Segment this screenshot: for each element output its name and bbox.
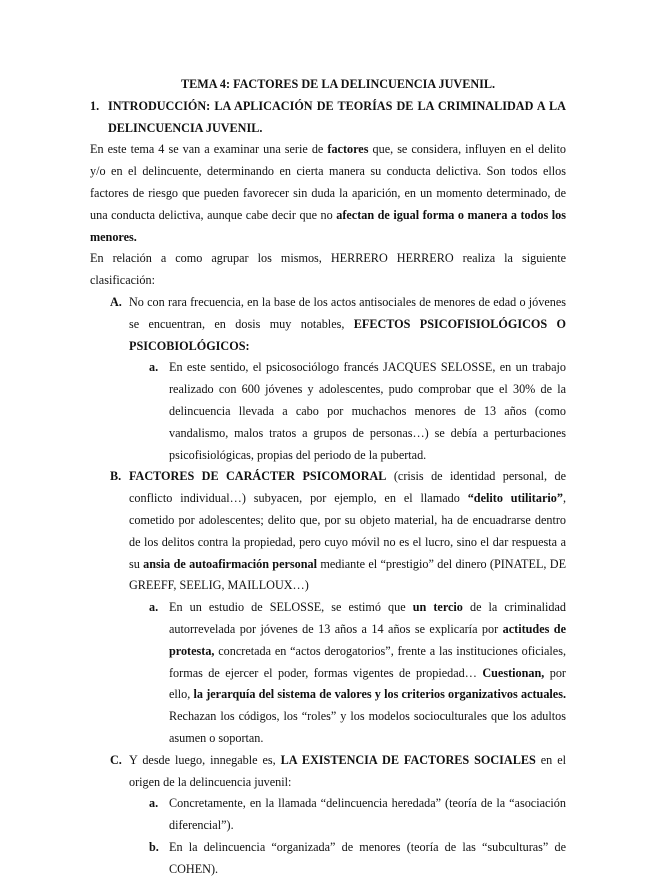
item-label-B: B. <box>110 469 122 484</box>
item-label-C: C. <box>110 752 122 767</box>
item-text-B-a <box>169 597 566 750</box>
list-item-C-a <box>149 793 566 837</box>
item-B-bold-2: “delito utilitario” <box>467 491 563 506</box>
page-title: TEMA 4: FACTORES DE LA DELINCUENCIA JUVENIL. <box>180 77 496 91</box>
intro-paragraph <box>90 139 566 248</box>
list-item-A-a <box>149 357 566 466</box>
intro-text-2: que, se considera, influyen en el delito y/o en el delincuente, determinando en cierta manera su conducta delictiva. Son todos ellos factores de riesgo que pueden favorecer sin duda la aparición, en un momento determinado, de una conducta delictiva, aunque cabe decir que no <box>90 142 566 222</box>
document-body <box>90 74 566 880</box>
item-C-text-1: Y desde luego, innegable es, <box>129 752 281 767</box>
section-number: 1. <box>90 98 100 113</box>
list-item-C-b <box>149 837 566 880</box>
item-B-text-1: (crisis de identidad personal, de conflicto individual…) subyacen, por ejemplo, en el llamado <box>129 469 567 506</box>
item-C-text-2: en el origen de la delincuencia juvenil: <box>129 752 566 789</box>
item-A-text-1: No con rara frecuencia, en la base de los actos antisociales de menores de edad o jóvenes se encuentran, en dosis muy notables, <box>129 294 566 331</box>
list-item-B-a <box>149 597 566 750</box>
intro-text-1: En este tema 4 se van a examinar una serie de <box>90 142 328 157</box>
item-A-bold: EFECTOS PSICOFISIOLÓGICOS O PSICOBIOLÓGICOS: <box>129 316 566 353</box>
item-text-C-b: En la delincuencia “organizada” de menores (teoría de las “subculturas” de COHEN). <box>169 839 566 876</box>
item-B-bold-1: FACTORES DE CARÁCTER PSICOMORAL <box>129 469 387 484</box>
intro-bold-factores: factores <box>327 142 369 157</box>
item-B-text-2: , cometido por adolescentes; delito que, por su objeto material, ha de encuadrarse dentro de los delitos contra la propiedad, pero cuyo móvil no es el lucro, sino el dar respuesta a su <box>129 491 566 571</box>
item-label-C-a: a. <box>149 796 159 811</box>
item-C-bold: LA EXISTENCIA DE FACTORES SOCIALES <box>280 752 536 767</box>
intro-bold-afectan: afectan de igual forma o manera a todos los menores. <box>90 207 566 244</box>
section-heading-text: INTRODUCCIÓN: LA APLICACIÓN DE TEORÍAS DE LA CRIMINALIDAD A LA DELINCUENCIA JUVENIL. <box>108 98 566 135</box>
item-label-B-a: a. <box>149 600 159 615</box>
classification-intro: En relación a como agrupar los mismos, HERRERO HERRERO realiza la siguiente clasificación: <box>90 251 566 288</box>
item-B-bold-3: ansia de autoafirmación personal <box>143 556 318 571</box>
item-B-a-text-1: En un estudio de SELOSSE, se estimó que <box>169 600 413 615</box>
item-text-B <box>129 466 566 597</box>
item-B-a-bold-2: actitudes de protesta, <box>169 621 566 658</box>
item-text-C-a: Concretamente, en la llamada “delincuencia heredada” (teoría de la “asociación diferencial”). <box>169 796 566 833</box>
list-item-A <box>110 292 566 357</box>
item-B-a-text-5: Rechazan los códigos, los “roles” y los modelos socioculturales que los adultos asumen o soportan. <box>169 709 566 745</box>
item-text-A-a: En este sentido, el psicosociólogo francés JACQUES SELOSSE, en un trabajo realizado con 600 jóvenes y adolescentes, pudo comprobar que el 30% de la delincuencia llevada a cabo por muchachos menores de 13 años (como vandalismo, malos tratos a grupos de personas…) se debía a perturbaciones psicofisiológicas, propias del periodo de la pubertad. <box>169 360 566 462</box>
item-B-text-3: mediante el “prestigio” del dinero (PINATEL, DE GREEFF, SEELIG, MAILLOUX…) <box>129 556 567 593</box>
item-label-A-a: a. <box>149 360 159 375</box>
item-text-C <box>129 750 566 794</box>
list-item-B <box>110 466 566 597</box>
item-B-a-bold-4: la jerarquía del sistema de valores y los criterios organizativos actuales. <box>193 687 566 702</box>
item-label-A: A. <box>110 294 122 309</box>
section-heading <box>90 96 566 140</box>
item-B-a-bold-3: Cuestionan, <box>482 665 545 680</box>
item-B-a-text-4: por ello, <box>169 665 566 702</box>
item-B-a-text-2: de la criminalidad autorrevelada por jóvenes de 13 años a 14 años se explicaría por <box>169 600 566 636</box>
item-B-a-text-3: concretada en “actos derogatorios”, frente a las instituciones oficiales, formas de ejercer el poder, formas vigentes de propiedad… <box>169 643 566 680</box>
item-text-A <box>129 292 566 357</box>
item-label-C-b: b. <box>149 839 159 854</box>
item-B-a-bold-1: un tercio <box>412 600 463 615</box>
list-item-C <box>110 750 566 794</box>
